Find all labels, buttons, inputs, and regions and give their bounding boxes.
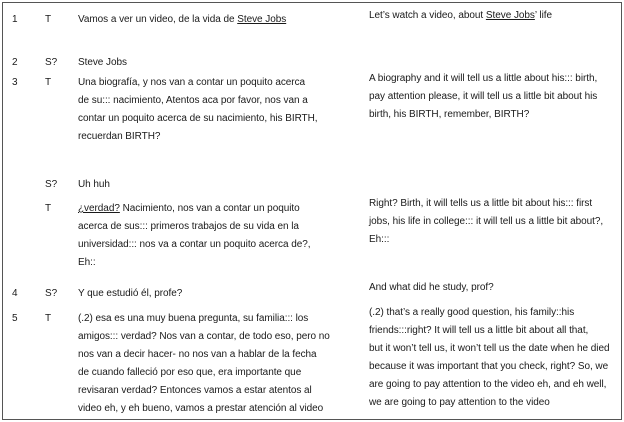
transcript-table bbox=[2, 2, 622, 420]
underlined-term: Steve Jobs bbox=[485, 10, 535, 21]
underlined-term: Steve Jobs bbox=[237, 14, 287, 25]
spanish-utterance: Vamos a ver un video, de la vida de Steve Jobs bbox=[78, 14, 287, 25]
english-translation: A biography and it will tell us a little about his::: birth, pay attention please, it will tell us a little bit about his birth, his BIRTH, remember, BIRTH? bbox=[369, 73, 598, 120]
spanish-utterance: Y que estudió él, profe? bbox=[78, 288, 183, 299]
spanish-utterance: Una biografía, y nos van a contar un poquito acerca de su::: nacimiento, Atentos aca por favor, nos van a contar un poquito acerca de su nacimiento, his BIRTH, recuerdan BIRTH? bbox=[78, 77, 318, 142]
speaker: T bbox=[45, 14, 52, 25]
spanish-utterance: Uh huh bbox=[78, 179, 110, 190]
english-translation: Let’s watch a video, about Steve Jobs’ life bbox=[369, 10, 552, 21]
speaker: T bbox=[45, 313, 52, 324]
line-number: 5 bbox=[12, 313, 18, 324]
underlined-term: ¿verdad? bbox=[78, 203, 120, 214]
line-number: 2 bbox=[12, 57, 18, 68]
line-number: 4 bbox=[12, 288, 18, 299]
speaker: T bbox=[45, 77, 52, 88]
english-translation: And what did he study, prof? bbox=[369, 282, 494, 293]
english-translation: (.2) that’s a really good question, his family::his friends:::right? It will tell us a little bit about all that, but it won’t tell us, it won’t tell us the date when he died because it was important that you check, right? So, we are going to pay attention to the video eh, and eh well, we are going to pay attention to the video bbox=[369, 307, 610, 408]
english-translation: Right? Birth, it will tells us a little bit about his::: first jobs, his life in college::: it will tell us a little bit about?, Eh::: bbox=[369, 198, 604, 245]
speaker: S? bbox=[45, 288, 58, 299]
speaker: T bbox=[45, 203, 52, 214]
spanish-utterance: ¿verdad? Nacimiento, nos van a contar un poquito acerca de sus::: primeros trabajos de su vida en la universidad::: nos va a contar un poquito acerca de?, Eh:: bbox=[78, 203, 311, 268]
spanish-utterance: Steve Jobs bbox=[78, 57, 127, 68]
line-number: 3 bbox=[12, 77, 18, 88]
line-number: 1 bbox=[12, 14, 18, 25]
speaker: S? bbox=[45, 179, 58, 190]
spanish-utterance: (.2) esa es una muy buena pregunta, su familia::: los amigos::: verdad? Nos van a contar, de todo eso, pero no nos van a decir hacer- no nos van a hablar de la fecha de cuando falleció por eso que, era importante que revisaran verdad? Entonces vamos a estar atentos al video eh, y eh bueno, vamos a prestar atención al video bbox=[78, 313, 330, 414]
speaker: S? bbox=[45, 57, 58, 68]
